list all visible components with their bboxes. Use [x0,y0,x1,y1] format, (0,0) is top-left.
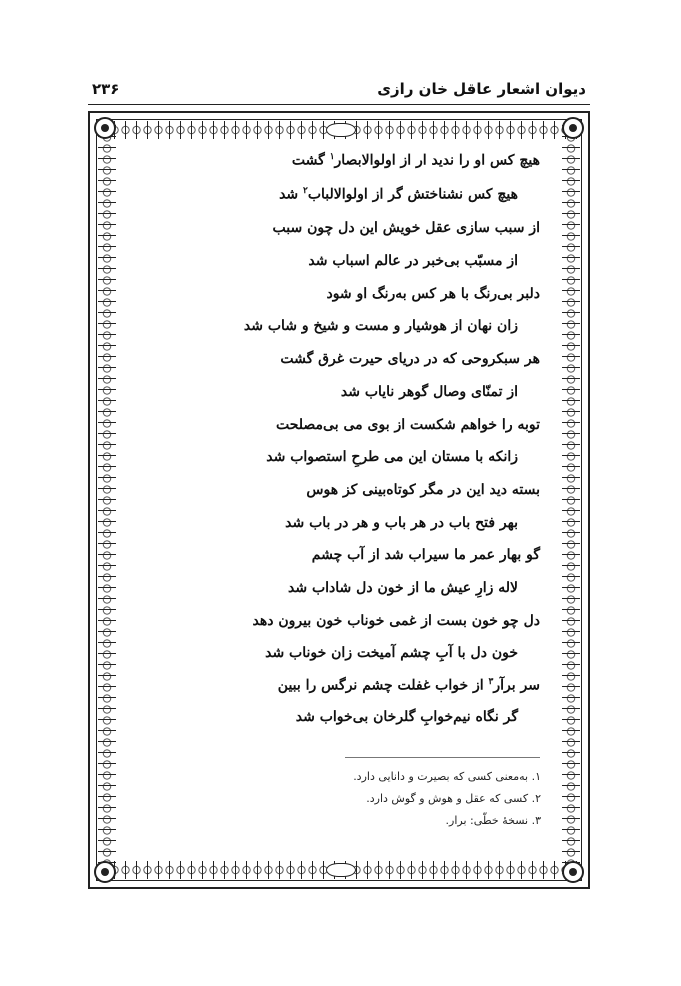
verse-line: هیچ کس او را ندید ار از اولوالابصار$^۱$ گشت [291,152,540,169]
verse-line: دلبر بی‌رنگ با هر کس به‌رنگ او شود [326,286,540,302]
corner-ornament [562,861,584,883]
page-header [88,78,590,105]
book-title: دیوان اشعار عاقل خان رازی [377,80,586,98]
verse-line: از مسبّب بی‌خبر در عالم اسباب شد [308,253,518,269]
border-ornament-left [98,121,116,879]
verse-line: لاله زارِ عیش ما از خون دل شاداب شد [288,580,518,596]
corner-ornament [94,117,116,139]
verse-line: گو بهار عمر ما سیراب شد از آب چشم [311,547,540,563]
corner-ornament [562,117,584,139]
footnote-divider [345,757,540,758]
verse-line: بهر فتح باب در هر باب و هر در باب شد [285,515,518,531]
verse-line: دل چو خون بست از غمی خوناب خون بیرون دهد [252,613,540,629]
top-center-ornament [326,123,356,137]
footnote-2: ۲. کسی که عقل و هوش و گوش دارد. [366,792,541,805]
verse-line: هر سبکروحی که در دریای حیرت غرق گشت [280,351,540,367]
bottom-center-ornament [326,863,356,877]
border-ornament-right [562,121,580,879]
footnote-1: ۱. به‌معنی کسی که بصیرت و دانایی دارد. [353,770,541,783]
verse-line: توبه را خواهم شکست از بوی می بی‌مصلحت [275,417,540,433]
verse-line: سر برآر$^۳$ از خواب غفلت چشم نرگس را ببین [277,677,540,694]
corner-ornament [94,861,116,883]
verse-line: خون دل با آبِ چشم آمیخت زان خوناب شد [265,645,518,661]
page-number: ۲۳۶ [92,80,120,98]
verse-line: زانکه با مستان این می طرحِ استصواب شد [266,449,518,465]
verse-line: بسته دید این در مگر کوتاه‌بینی کز هوس [306,482,540,498]
verse-line: از تمنّای وصال گوهر نایاب شد [340,384,518,400]
verse-line: زان نهان از هوشیار و مست و شیخ و شاب شد [243,318,518,334]
verse-line: از سبب سازی عقل خویش این دل چون سبب [272,220,540,236]
footnote-3: ۳. نسخهٔ خطّی: برار. [445,814,541,827]
verse-line: گر نگاه نیم‌خوابِ گلرخان بی‌خواب شد [295,709,518,725]
verse-line: هیچ کس نشناختش گر از اولوالالباب$^۲$ شد [279,186,518,203]
